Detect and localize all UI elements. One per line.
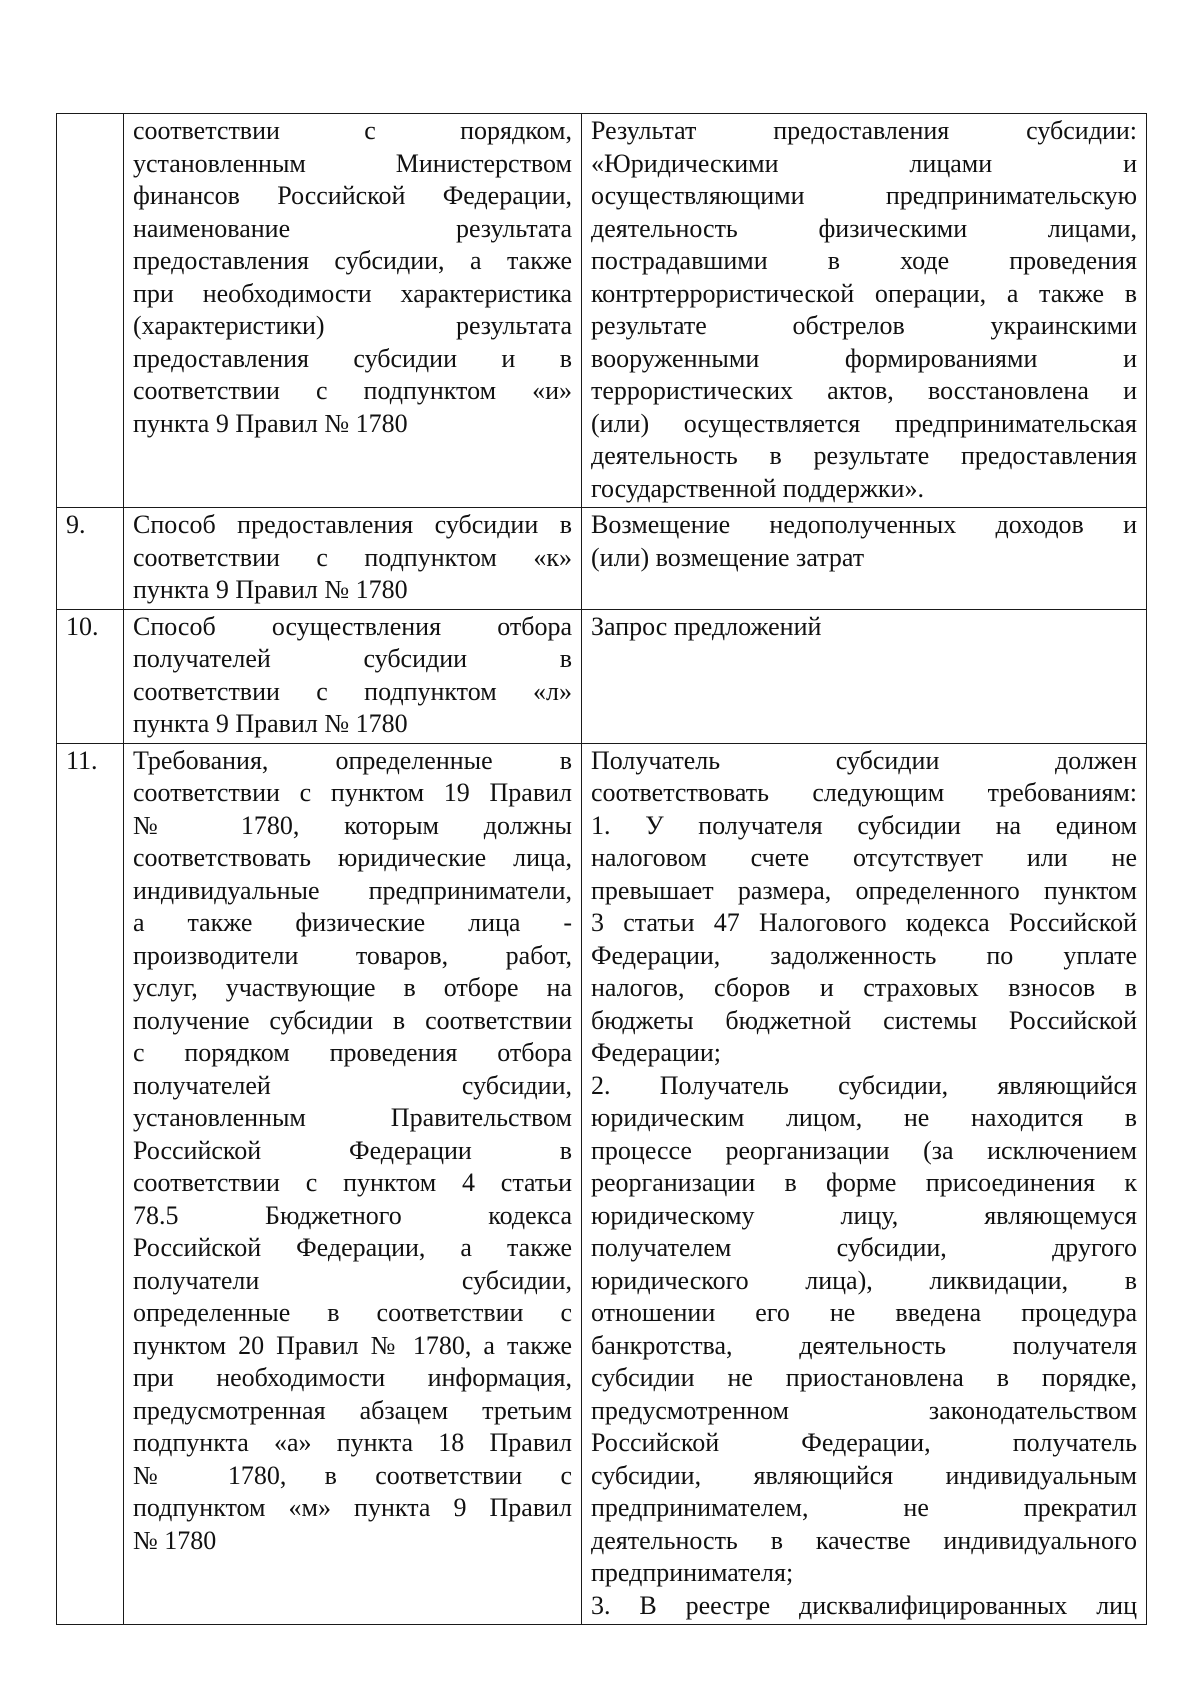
text-line: пострадавшими в ходе проведения (591, 246, 1137, 275)
text-line: соответствовать следующим требованиям: (591, 778, 1137, 807)
text-line: установленным Правительством (133, 1103, 572, 1132)
text-line: юридическому лицу, являющемуся (591, 1200, 1137, 1230)
text-line: предпринимателя; (591, 1558, 794, 1587)
text-line: пункта 9 Правил № 1780 (133, 408, 408, 438)
text-line: процессе реорганизации (за исключением (591, 1135, 1137, 1165)
text-line: предусмотренная абзацем третьим (133, 1395, 572, 1425)
row-number: 11. (57, 743, 124, 1625)
text-line: соответствии с пунктом 19 Правил (133, 778, 572, 807)
text-line: Получатель субсидии должен (591, 745, 1137, 775)
requirement-value-cell (582, 114, 1147, 508)
text-line: Способ осуществления отбора (133, 611, 572, 641)
requirement-name-cell (124, 609, 582, 743)
text-line: Федерации; (591, 1038, 722, 1067)
text-line: Российской Федерации в (133, 1135, 572, 1165)
text-line: предпринимателем, не прекратил (591, 1493, 1137, 1522)
text-line: соответствии с подпунктом «л» (133, 676, 572, 706)
text-line: контртеррористической операции, а также в (591, 278, 1137, 308)
text-line: Возмещение недополученных доходов и (591, 510, 1137, 539)
text-line: при необходимости информация, (133, 1363, 572, 1392)
text-line: 78.5 Бюджетного кодекса (133, 1200, 572, 1230)
text-line: наименование результата (133, 213, 572, 243)
text-line: № 1780, которым должны (133, 810, 572, 840)
text-line: отношении его не введена процедура (591, 1298, 1137, 1327)
table-body (57, 114, 1147, 1625)
text-line: (характеристики) результата (133, 311, 572, 340)
text-line: Способ предоставления субсидии в (133, 510, 572, 539)
text-line: террористических актов, восстановлена и (591, 376, 1137, 405)
text-line: Российской Федерации, получатель (591, 1428, 1137, 1457)
text-line: (или) возмещение затрат (591, 542, 865, 572)
text-line: соответствии с подпунктом «и» (133, 376, 572, 405)
text-line: с порядком проведения отбора (133, 1038, 572, 1067)
text-line: превышает размера, определенного пунктом (591, 875, 1137, 905)
row-number: 10. (57, 609, 124, 743)
requirement-name-cell (124, 508, 582, 610)
requirement-value-cell (582, 609, 1147, 743)
text-line: предоставления субсидии и в (133, 343, 572, 373)
text-line: 1. У получателя субсидии на едином (591, 810, 1137, 840)
text-line: подпунктом «м» пункта 9 Правил (133, 1493, 572, 1522)
text-line: получатели субсидии, (133, 1265, 572, 1295)
text-line: бюджеты бюджетной системы Российской (591, 1005, 1137, 1035)
text-line: соответствовать юридические лица, (133, 843, 572, 872)
text-line: реорганизации в форме присоединения к (591, 1168, 1137, 1197)
text-line: № 1780, в соответствии с (133, 1460, 572, 1490)
text-line: Требования, определенные в (133, 745, 572, 775)
text-line: вооруженными формированиями и (591, 343, 1137, 373)
text-line: предусмотренном законодательством (591, 1395, 1137, 1425)
requirement-name-cell (124, 743, 582, 1625)
text-line: определенные в соответствии с (133, 1298, 572, 1327)
text-line: (или) осуществляется предпринимательская (591, 408, 1137, 438)
text-line: услуг, участвующие в отборе на (133, 973, 572, 1002)
text-line: банкротства, деятельность получателя (591, 1330, 1137, 1360)
table-row (57, 743, 1147, 1625)
text-line: Результат предоставления субсидии: (591, 116, 1137, 145)
text-line: государственной поддержки». (591, 473, 924, 503)
text-line: финансов Российской Федерации, (133, 181, 572, 210)
text-line: установленным Министерством (133, 148, 572, 178)
text-line: Федерации, задолженность по уплате (591, 940, 1137, 970)
row-number (57, 114, 124, 508)
requirements-table (56, 113, 1147, 1625)
text-line: «Юридическими лицами и (591, 148, 1137, 178)
text-line: получателей субсидии в (133, 644, 572, 673)
text-line: юридического лица), ликвидации, в (591, 1265, 1137, 1295)
text-line: 2. Получатель субсидии, являющийся (591, 1070, 1137, 1100)
text-line: деятельность физическими лицами, (591, 213, 1137, 243)
text-line: а также физические лица - (133, 908, 572, 937)
text-line: соответствии с подпунктом «к» (133, 542, 572, 572)
text-line: юридическим лицом, не находится в (591, 1103, 1137, 1132)
text-line: подпункта «а» пункта 18 Правил (133, 1428, 572, 1457)
requirement-value-cell (582, 508, 1147, 610)
text-line: получение субсидии в соответствии (133, 1005, 572, 1035)
text-line: налогов, сборов и страховых взносов в (591, 973, 1137, 1002)
text-line: пункта 9 Правил № 1780 (133, 575, 408, 604)
text-line: пунктом 20 Правил № 1780, а также (133, 1330, 572, 1360)
text-line: получателей субсидии, (133, 1070, 572, 1100)
table-row (57, 114, 1147, 508)
text-line: производители товаров, работ, (133, 940, 572, 970)
text-line: 3. В реестре дисквалифицированных лиц (591, 1590, 1137, 1620)
text-line: деятельность в качестве индивидуального (591, 1525, 1137, 1555)
text-line: предоставления субсидии, а также (133, 246, 572, 275)
text-line: получателем субсидии, другого (591, 1233, 1137, 1262)
text-line: при необходимости характеристика (133, 278, 572, 308)
text-line: пункта 9 Правил № 1780 (133, 709, 408, 738)
requirement-name-cell (124, 114, 582, 508)
text-line: № 1780 (133, 1525, 217, 1555)
text-line: субсидии не приостановлена в порядке, (591, 1363, 1137, 1392)
text-line: индивидуальные предприниматели, (133, 875, 572, 905)
text-line: 3 статьи 47 Налогового кодекса Российской (591, 908, 1137, 937)
text-line: деятельность в результате предоставления (591, 441, 1137, 470)
text-line: результате обстрелов украинскими (591, 311, 1137, 340)
table-row (57, 508, 1147, 610)
requirement-value-cell (582, 743, 1147, 1625)
text-line: субсидии, являющийся индивидуальным (591, 1460, 1137, 1490)
table-row (57, 609, 1147, 743)
text-line: соответствии с порядком, (133, 116, 572, 145)
text-line: осуществляющими предпринимательскую (591, 181, 1137, 210)
text-line: Российской Федерации, а также (133, 1233, 572, 1262)
text-line: соответствии с пунктом 4 статьи (133, 1168, 572, 1197)
text-line: налоговом счете отсутствует или не (591, 843, 1137, 872)
row-number: 9. (57, 508, 124, 610)
text-line: Запрос предложений (591, 611, 822, 641)
